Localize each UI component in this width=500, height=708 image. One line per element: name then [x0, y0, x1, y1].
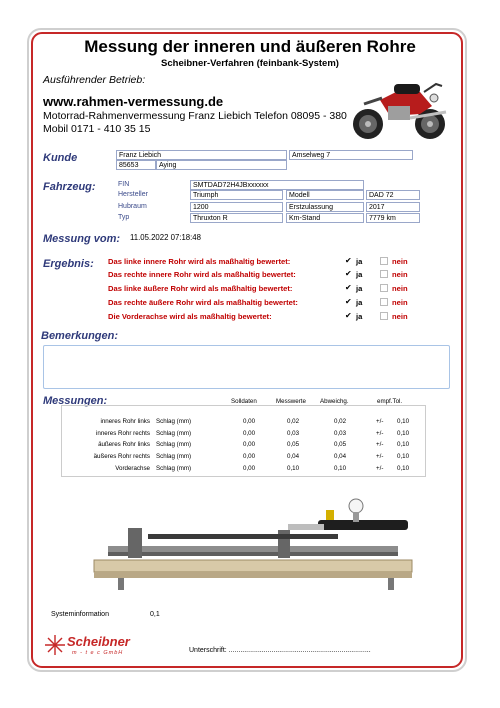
table-row-abw: 0,04 [334, 453, 347, 460]
signature-line: Unterschrift: ......................................................................... [189, 647, 371, 654]
table-row-abw: 0,03 [334, 430, 347, 437]
erstzulassung-label: Erstzulassung [286, 202, 364, 212]
measuring-bench-image [88, 490, 418, 600]
table-row-abw: 0,10 [334, 465, 347, 472]
ja-label: ja [356, 298, 363, 307]
checkbox-nein[interactable] [380, 312, 388, 320]
check-icon[interactable]: ✔ [345, 297, 352, 306]
table-row-art: Schlag (mm) [156, 453, 192, 460]
company-website: www.rahmen-vermessung.de [43, 94, 224, 109]
nein-label: nein [392, 312, 408, 321]
hersteller-label: Hersteller [118, 191, 148, 198]
check-icon[interactable]: ✔ [345, 256, 352, 265]
company-line1: Motorrad-Rahmenvermessung Franz Liebich Telefon 08095 - 380 [43, 110, 347, 122]
kunde-street-field: Amselweg 7 [289, 150, 413, 160]
table-row-art: Schlag (mm) [156, 430, 192, 437]
table-row-name: inneres Rohr links [100, 418, 150, 425]
table-row-pm: +/- [376, 453, 384, 460]
nein-label: nein [392, 257, 408, 266]
typ-label: Typ [118, 214, 130, 221]
kunde-label: Kunde [43, 152, 78, 164]
table-row-tol: 0,10 [397, 453, 410, 460]
table-row-pm: +/- [376, 430, 384, 437]
ja-label: ja [356, 312, 363, 321]
nein-label: nein [392, 284, 408, 293]
ja-label: ja [356, 270, 363, 279]
systeminfo-value: 0,1 [150, 611, 160, 618]
header-solldaten: Solldaten [231, 398, 257, 405]
ergebnis-row-3: Das linke äußere Rohr wird als maßhaltig bewertet: [108, 284, 293, 293]
company-label: Ausführender Betrieb: [43, 74, 146, 86]
scheibner-logo-icon [44, 634, 66, 656]
checkbox-nein[interactable] [380, 298, 388, 306]
ergebnis-row-4: Das rechte äußere Rohr wird als maßhaltig bewertet: [108, 298, 298, 307]
page-subtitle: Scheibner-Verfahren (feinbank-System) [161, 58, 339, 69]
kunde-city-field: Aying [156, 160, 287, 170]
fahrzeug-label: Fahrzeug: [43, 181, 96, 193]
check-icon[interactable]: ✔ [345, 269, 352, 278]
bemerkungen-label: Bemerkungen: [41, 330, 119, 342]
messung-vom-value: 11.05.2022 07:18:48 [130, 233, 201, 242]
table-row-art: Schlag (mm) [156, 465, 192, 472]
ja-label: ja [356, 257, 363, 266]
bemerkungen-textarea[interactable] [43, 345, 450, 389]
checkbox-nein[interactable] [380, 284, 388, 292]
kmstand-label: Km-Stand [286, 213, 364, 223]
checkbox-nein[interactable] [380, 257, 388, 265]
fin-label: FIN [118, 181, 130, 188]
table-row-tol: 0,10 [397, 465, 410, 472]
nein-label: nein [392, 270, 408, 279]
table-row-tol: 0,10 [397, 441, 410, 448]
hersteller-field: Triumph [190, 190, 283, 200]
logo-name: Scheibner [67, 634, 130, 649]
table-row-mess: 0,05 [287, 441, 300, 448]
table-row-name: inneres Rohr rechts [96, 430, 150, 437]
table-row-pm: +/- [376, 441, 384, 448]
messung-vom-label: Messung vom: [43, 233, 121, 245]
table-row-soll: 0,00 [243, 441, 256, 448]
ja-label: ja [356, 284, 363, 293]
messungen-label: Messungen: [43, 395, 108, 407]
company-line2: Mobil 0171 - 410 35 15 [43, 123, 151, 135]
systeminfo-label: Systeminformation [51, 611, 109, 618]
header-abweichung: Abweichg. [320, 398, 349, 405]
table-row-mess: 0,10 [287, 465, 300, 472]
table-row-art: Schlag (mm) [156, 418, 192, 425]
hubraum-field: 1200 [190, 202, 283, 212]
table-row-soll: 0,00 [243, 465, 256, 472]
ergebnis-row-2: Das rechte innere Rohr wird als maßhaltig bewertet: [108, 270, 296, 279]
nein-label: nein [392, 298, 408, 307]
table-row-name: äußeres Rohr links [98, 441, 150, 448]
table-row-abw: 0,05 [334, 441, 347, 448]
table-row-art: Schlag (mm) [156, 441, 192, 448]
table-row-tol: 0,10 [397, 418, 410, 425]
motorcycle-image [350, 62, 450, 144]
table-row-soll: 0,00 [243, 453, 256, 460]
ergebnis-row-5: Die Vorderachse wird als maßhaltig bewertet: [108, 312, 272, 321]
ergebnis-label: Ergebnis: [43, 258, 94, 270]
table-row-pm: +/- [376, 465, 384, 472]
table-row-mess: 0,02 [287, 418, 300, 425]
modell-field: DAD 72 [366, 190, 420, 200]
table-row-mess: 0,04 [287, 453, 300, 460]
kunde-zip-field: 85653 [116, 160, 156, 170]
table-row-name: Vorderachse [115, 465, 150, 472]
table-row-soll: 0,00 [243, 418, 256, 425]
checkbox-nein[interactable] [380, 270, 388, 278]
table-row-pm: +/- [376, 418, 384, 425]
ergebnis-row-1: Das linke innere Rohr wird als maßhaltig bewertet: [108, 257, 291, 266]
typ-field: Thruxton R [190, 213, 283, 223]
page-title: Messung der inneren und äußeren Rohre [84, 37, 416, 56]
check-icon[interactable]: ✔ [345, 283, 352, 292]
logo-subtitle: m - t e c GmbH [72, 650, 124, 656]
header-messwerte: Messwerte [276, 398, 306, 405]
erstzulassung-field: 2017 [366, 202, 420, 212]
modell-label: Modell [286, 190, 364, 200]
check-icon[interactable]: ✔ [345, 311, 352, 320]
hubraum-label: Hubraum [118, 203, 147, 210]
table-row-name: äußeres Rohr rechts [93, 453, 150, 460]
table-row-tol: 0,10 [397, 430, 410, 437]
table-row-soll: 0,00 [243, 430, 256, 437]
header-empf-tol: empf.Tol. [377, 398, 403, 405]
kmstand-field: 7779 km [366, 213, 420, 223]
table-row-abw: 0,02 [334, 418, 347, 425]
kunde-name-field: Franz Liebich [116, 150, 287, 160]
table-row-mess: 0,03 [287, 430, 300, 437]
fin-field: SMTDAD72H4JBxxxxxx [190, 180, 364, 190]
